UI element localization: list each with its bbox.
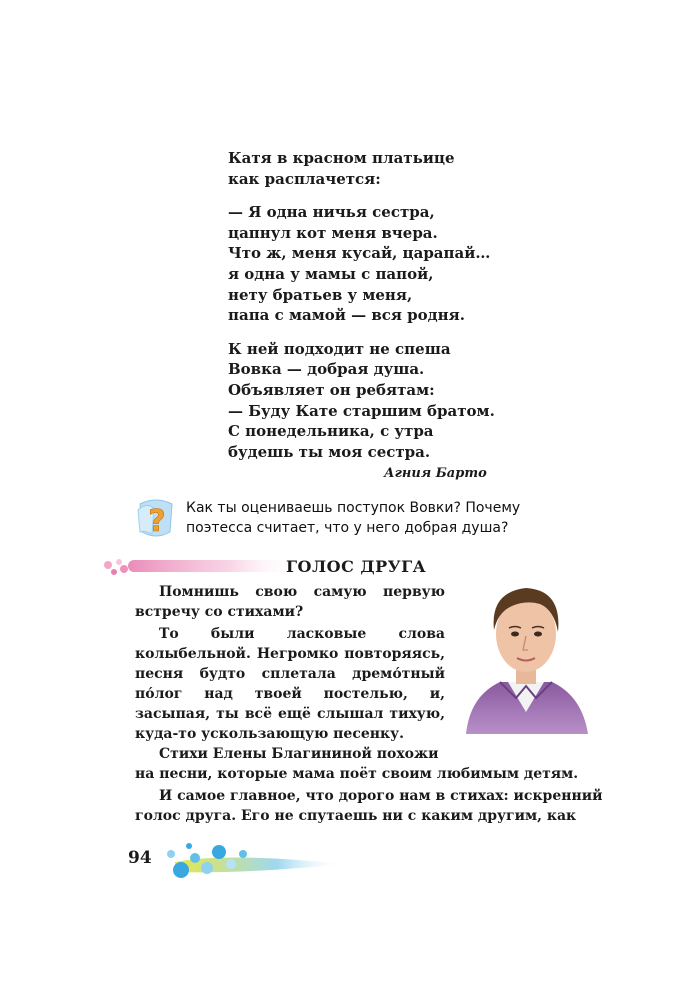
- poem-stanza-3: [228, 339, 528, 463]
- poem-stanza-1: [228, 148, 528, 189]
- question-text: Как ты оцениваешь поступок Вовки? Почему поэтесса считает, что у него добрая душа?: [186, 500, 521, 536]
- paragraph-3: Стихи Елены Благининой похожи на песни, которые мама поёт своим любимым детям.: [135, 746, 579, 782]
- poem-line: нету братьев у меня,: [228, 285, 413, 304]
- question-mark-icon: [136, 496, 176, 540]
- poem-line: я одна у мамы с папой,: [228, 264, 434, 283]
- poem-line: — Я одна ничья сестра,: [228, 203, 435, 222]
- poem: [228, 148, 528, 475]
- svg-text:?: ?: [148, 504, 166, 539]
- poem-stanza-2: [228, 202, 528, 326]
- paragraph-1: Помнишь свою самую первую встречу со стихами?: [135, 584, 445, 620]
- page-number: 94: [128, 848, 152, 868]
- poem-line: Объявляет он ребятам:: [228, 380, 435, 399]
- poem-line: К ней подходит не спеша: [228, 339, 451, 358]
- poem-line: как расплачется:: [228, 169, 381, 188]
- poem-line: Вовка — добрая душа.: [228, 360, 425, 379]
- poem-line: Катя в красном платьице: [228, 149, 455, 167]
- section-title: ГОЛОС ДРУГА: [286, 557, 427, 576]
- poem-author: Агния Барто: [384, 466, 487, 481]
- poem-line: Что ж, меня кусай, царапай…: [228, 244, 491, 263]
- paragraph-2: То были ласковые слова колыбельной. Негромко повторяясь, песня будто сплетала дремо́тный по́лог над твоей постелью, и, засыпая, ты всё ещё слышал тихую, куда-то ускользающую песенку.: [135, 626, 445, 742]
- paragraph-4: И самое главное, что дорого нам в стихах: искренний голос друга. Его не спутаешь ни с каким другим, как: [135, 788, 603, 824]
- poem-line: С понедельника, с утра: [228, 422, 434, 441]
- poem-line: цапнул кот меня вчера.: [228, 223, 438, 242]
- footer-decoration: [165, 838, 345, 882]
- poem-line: папа с мамой — вся родня.: [228, 306, 465, 325]
- portrait-image: [460, 578, 592, 734]
- poem-line: будешь ты моя сестра.: [228, 442, 431, 461]
- poem-line: — Буду Кате старшим братом.: [228, 401, 495, 420]
